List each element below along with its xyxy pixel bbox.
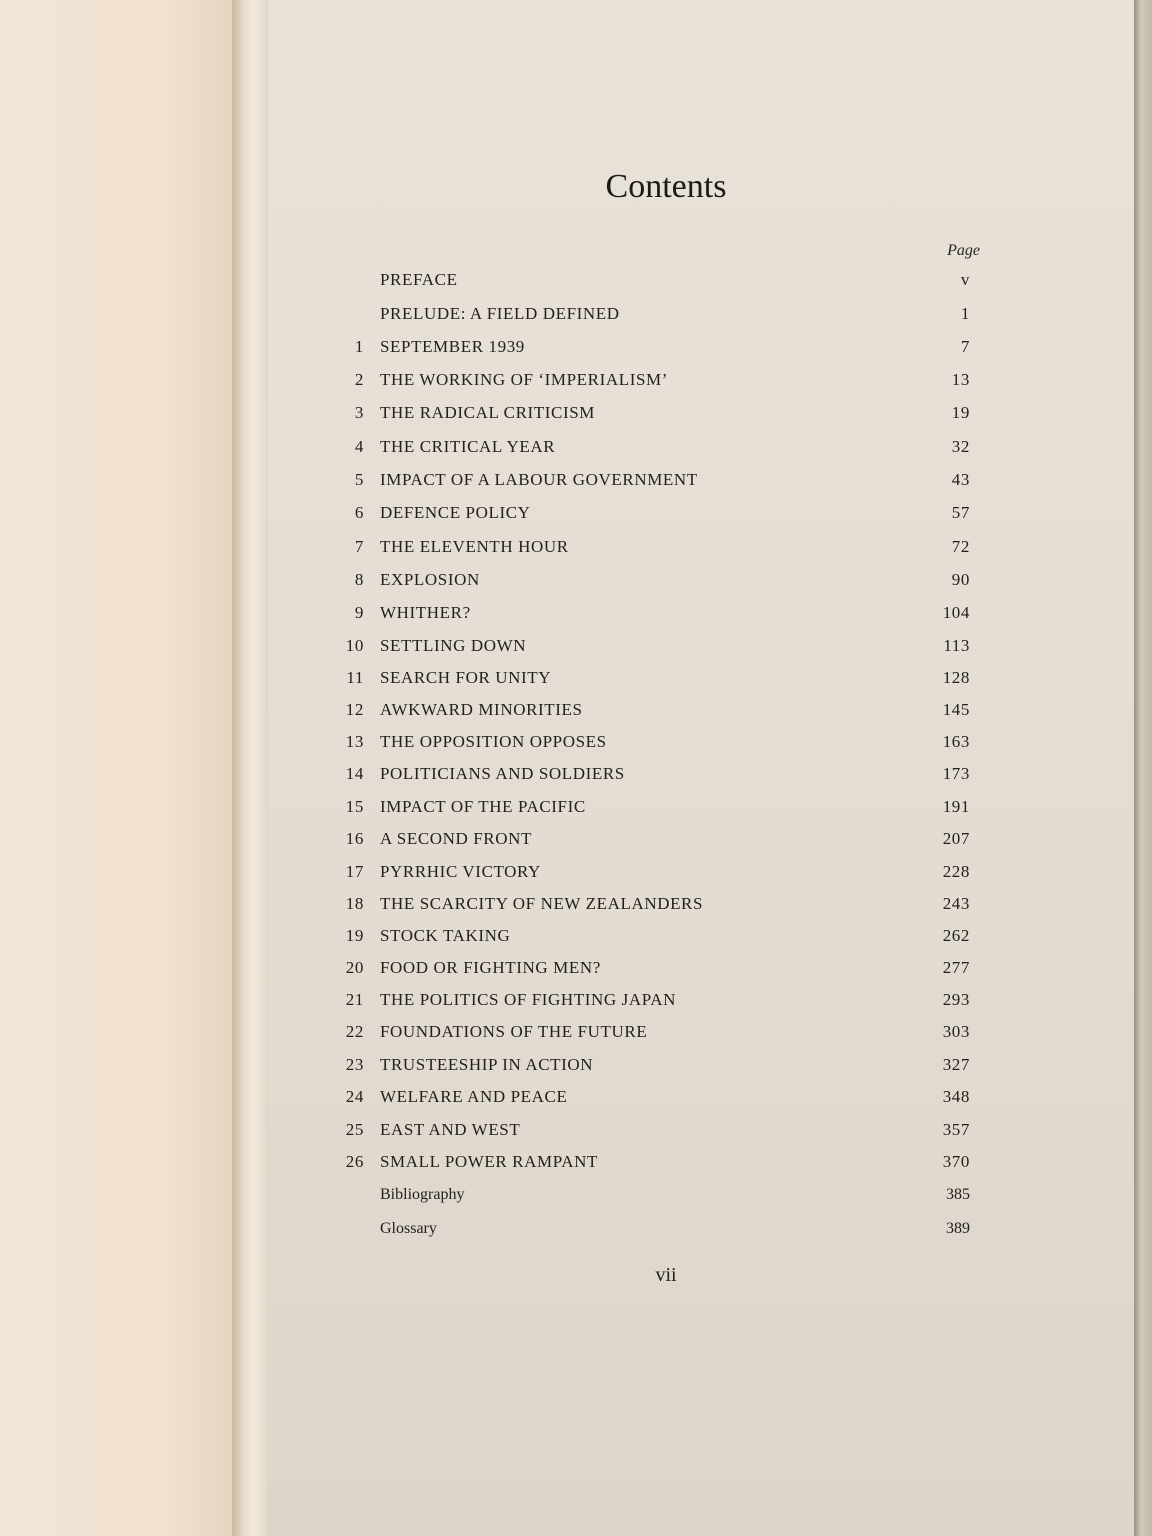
- chapter-title: EXPLOSION: [380, 570, 480, 589]
- toc-entry: [320, 1055, 980, 1085]
- toc-entry: [320, 570, 980, 600]
- toc-entry: [320, 700, 980, 730]
- chapter-number: 6: [354, 503, 364, 522]
- toc-entry: [320, 1087, 980, 1117]
- chapter-number: 13: [345, 732, 364, 751]
- toc-entry: [320, 926, 980, 956]
- chapter-number: 26: [345, 1152, 364, 1171]
- toc-entry: [320, 1120, 980, 1150]
- toc-entry: [320, 1022, 980, 1052]
- chapter-number: 16: [345, 829, 364, 848]
- page-number: 43: [951, 470, 970, 489]
- chapter-number: 17: [345, 862, 364, 881]
- chapter-title: A SECOND FRONT: [380, 829, 532, 848]
- page-number: 90: [951, 570, 970, 589]
- toc-entry: [320, 829, 980, 859]
- page-number: 327: [942, 1055, 970, 1074]
- page-number: 262: [942, 926, 970, 945]
- page-number: 385: [946, 1186, 970, 1203]
- chapter-title: THE CRITICAL YEAR: [380, 437, 556, 456]
- chapter-title: IMPACT OF A LABOUR GOVERNMENT: [380, 470, 698, 489]
- toc-entry: [320, 894, 980, 924]
- folio: vii: [655, 1264, 677, 1286]
- page-number: 32: [951, 437, 970, 456]
- chapter-title: SETTLING DOWN: [380, 636, 527, 655]
- chapter-title: THE RADICAL CRITICISM: [380, 403, 596, 422]
- page-number: 303: [942, 1022, 970, 1041]
- page-number: 13: [951, 370, 970, 389]
- chapter-number: 21: [345, 990, 364, 1009]
- chapter-title: WHITHER?: [380, 603, 471, 622]
- page-number: 163: [942, 732, 970, 751]
- toc-entry: [320, 503, 980, 533]
- page-number: 389: [946, 1220, 970, 1237]
- chapter-title: Bibliography: [380, 1186, 465, 1203]
- chapter-number: 20: [345, 958, 364, 977]
- chapter-title: THE POLITICS OF FIGHTING JAPAN: [380, 990, 677, 1009]
- chapter-title: STOCK TAKING: [380, 926, 511, 945]
- chapter-number: 8: [354, 570, 364, 589]
- page-number: 293: [942, 990, 970, 1009]
- chapter-number: 19: [345, 926, 364, 945]
- page-number: 72: [951, 537, 970, 556]
- page-number: 191: [942, 797, 970, 816]
- chapter-title: THE WORKING OF ‘IMPERIALISM’: [380, 370, 669, 389]
- chapter-number: 24: [345, 1087, 364, 1106]
- chapter-title: FOOD OR FIGHTING MEN?: [380, 958, 601, 977]
- chapter-title: FOUNDATIONS OF THE FUTURE: [380, 1022, 648, 1041]
- toc-entry: [320, 958, 980, 988]
- chapter-title: WELFARE AND PEACE: [380, 1087, 568, 1106]
- page-number: 277: [942, 958, 970, 977]
- page-number: 104: [942, 603, 970, 622]
- page-number: 357: [942, 1120, 970, 1139]
- toc-entry: [320, 797, 980, 827]
- chapter-number: 7: [354, 537, 364, 556]
- chapter-title: IMPACT OF THE PACIFIC: [380, 797, 586, 816]
- chapter-number: 4: [354, 437, 364, 456]
- toc-entry: [320, 304, 980, 334]
- toc-entry: [320, 990, 980, 1020]
- chapter-title: DEFENCE POLICY: [380, 503, 531, 522]
- chapter-number: 5: [354, 470, 364, 489]
- chapter-title: EAST AND WEST: [380, 1120, 521, 1139]
- chapter-number: 18: [345, 894, 364, 913]
- chapter-title: POLITICIANS AND SOLDIERS: [380, 764, 625, 783]
- toc-entry: [320, 370, 980, 400]
- toc-entry: [320, 537, 980, 567]
- page-number: 370: [942, 1152, 970, 1171]
- chapter-number: 22: [345, 1022, 364, 1041]
- chapter-number: 14: [345, 764, 364, 783]
- chapter-title: Glossary: [380, 1220, 437, 1237]
- page-number: 207: [942, 829, 970, 848]
- toc-entry: [320, 1220, 980, 1250]
- toc-entry: [320, 668, 980, 698]
- page-column-label: Page: [947, 242, 980, 259]
- page-number: 57: [951, 503, 970, 522]
- toc-entry: [320, 732, 980, 762]
- chapter-title: PREFACE: [380, 270, 458, 289]
- toc-entry: [320, 603, 980, 633]
- chapter-title: PRELUDE: A FIELD DEFINED: [380, 304, 620, 323]
- page-number: v: [960, 270, 970, 289]
- chapter-title: SEARCH FOR UNITY: [380, 668, 552, 687]
- chapter-title: SMALL POWER RAMPANT: [380, 1152, 598, 1171]
- page-number: 243: [942, 894, 970, 913]
- toc-entry: [320, 862, 980, 892]
- chapter-title: TRUSTEESHIP IN ACTION: [380, 1055, 594, 1074]
- page-number: 128: [942, 668, 970, 687]
- page-number: 113: [943, 636, 970, 655]
- chapter-number: 15: [345, 797, 364, 816]
- chapter-number: 12: [345, 700, 364, 719]
- toc-entry: [320, 403, 980, 433]
- toc-entry: [320, 270, 980, 300]
- page-title: Contents: [605, 168, 727, 205]
- toc-entry: [320, 764, 980, 794]
- page-number: 348: [942, 1087, 970, 1106]
- chapter-number: 11: [346, 668, 364, 687]
- page-number: 1: [960, 304, 970, 323]
- toc-entry: [320, 1186, 980, 1216]
- chapter-title: THE OPPOSITION OPPOSES: [380, 732, 607, 751]
- chapter-number: 9: [354, 603, 364, 622]
- chapter-number: 10: [345, 636, 364, 655]
- chapter-title: PYRRHIC VICTORY: [380, 862, 541, 881]
- chapter-number: 23: [345, 1055, 364, 1074]
- toc-entry: [320, 1152, 980, 1182]
- chapter-title: SEPTEMBER 1939: [380, 337, 525, 356]
- toc-entry: [320, 470, 980, 500]
- chapter-title: AWKWARD MINORITIES: [380, 700, 583, 719]
- toc-entry: [320, 636, 980, 666]
- chapter-title: THE ELEVENTH HOUR: [380, 537, 569, 556]
- toc-entry: [320, 337, 980, 367]
- toc-entry: [320, 437, 980, 467]
- chapter-number: 1: [354, 337, 364, 356]
- page-number: 173: [942, 764, 970, 783]
- page-number: 7: [960, 337, 970, 356]
- page-number: 145: [942, 700, 970, 719]
- chapter-number: 25: [345, 1120, 364, 1139]
- chapter-number: 3: [354, 403, 364, 422]
- chapter-title: THE SCARCITY OF NEW ZEALANDERS: [380, 894, 704, 913]
- page-number: 228: [942, 862, 970, 881]
- page-number: 19: [951, 403, 970, 422]
- chapter-number: 2: [354, 370, 364, 389]
